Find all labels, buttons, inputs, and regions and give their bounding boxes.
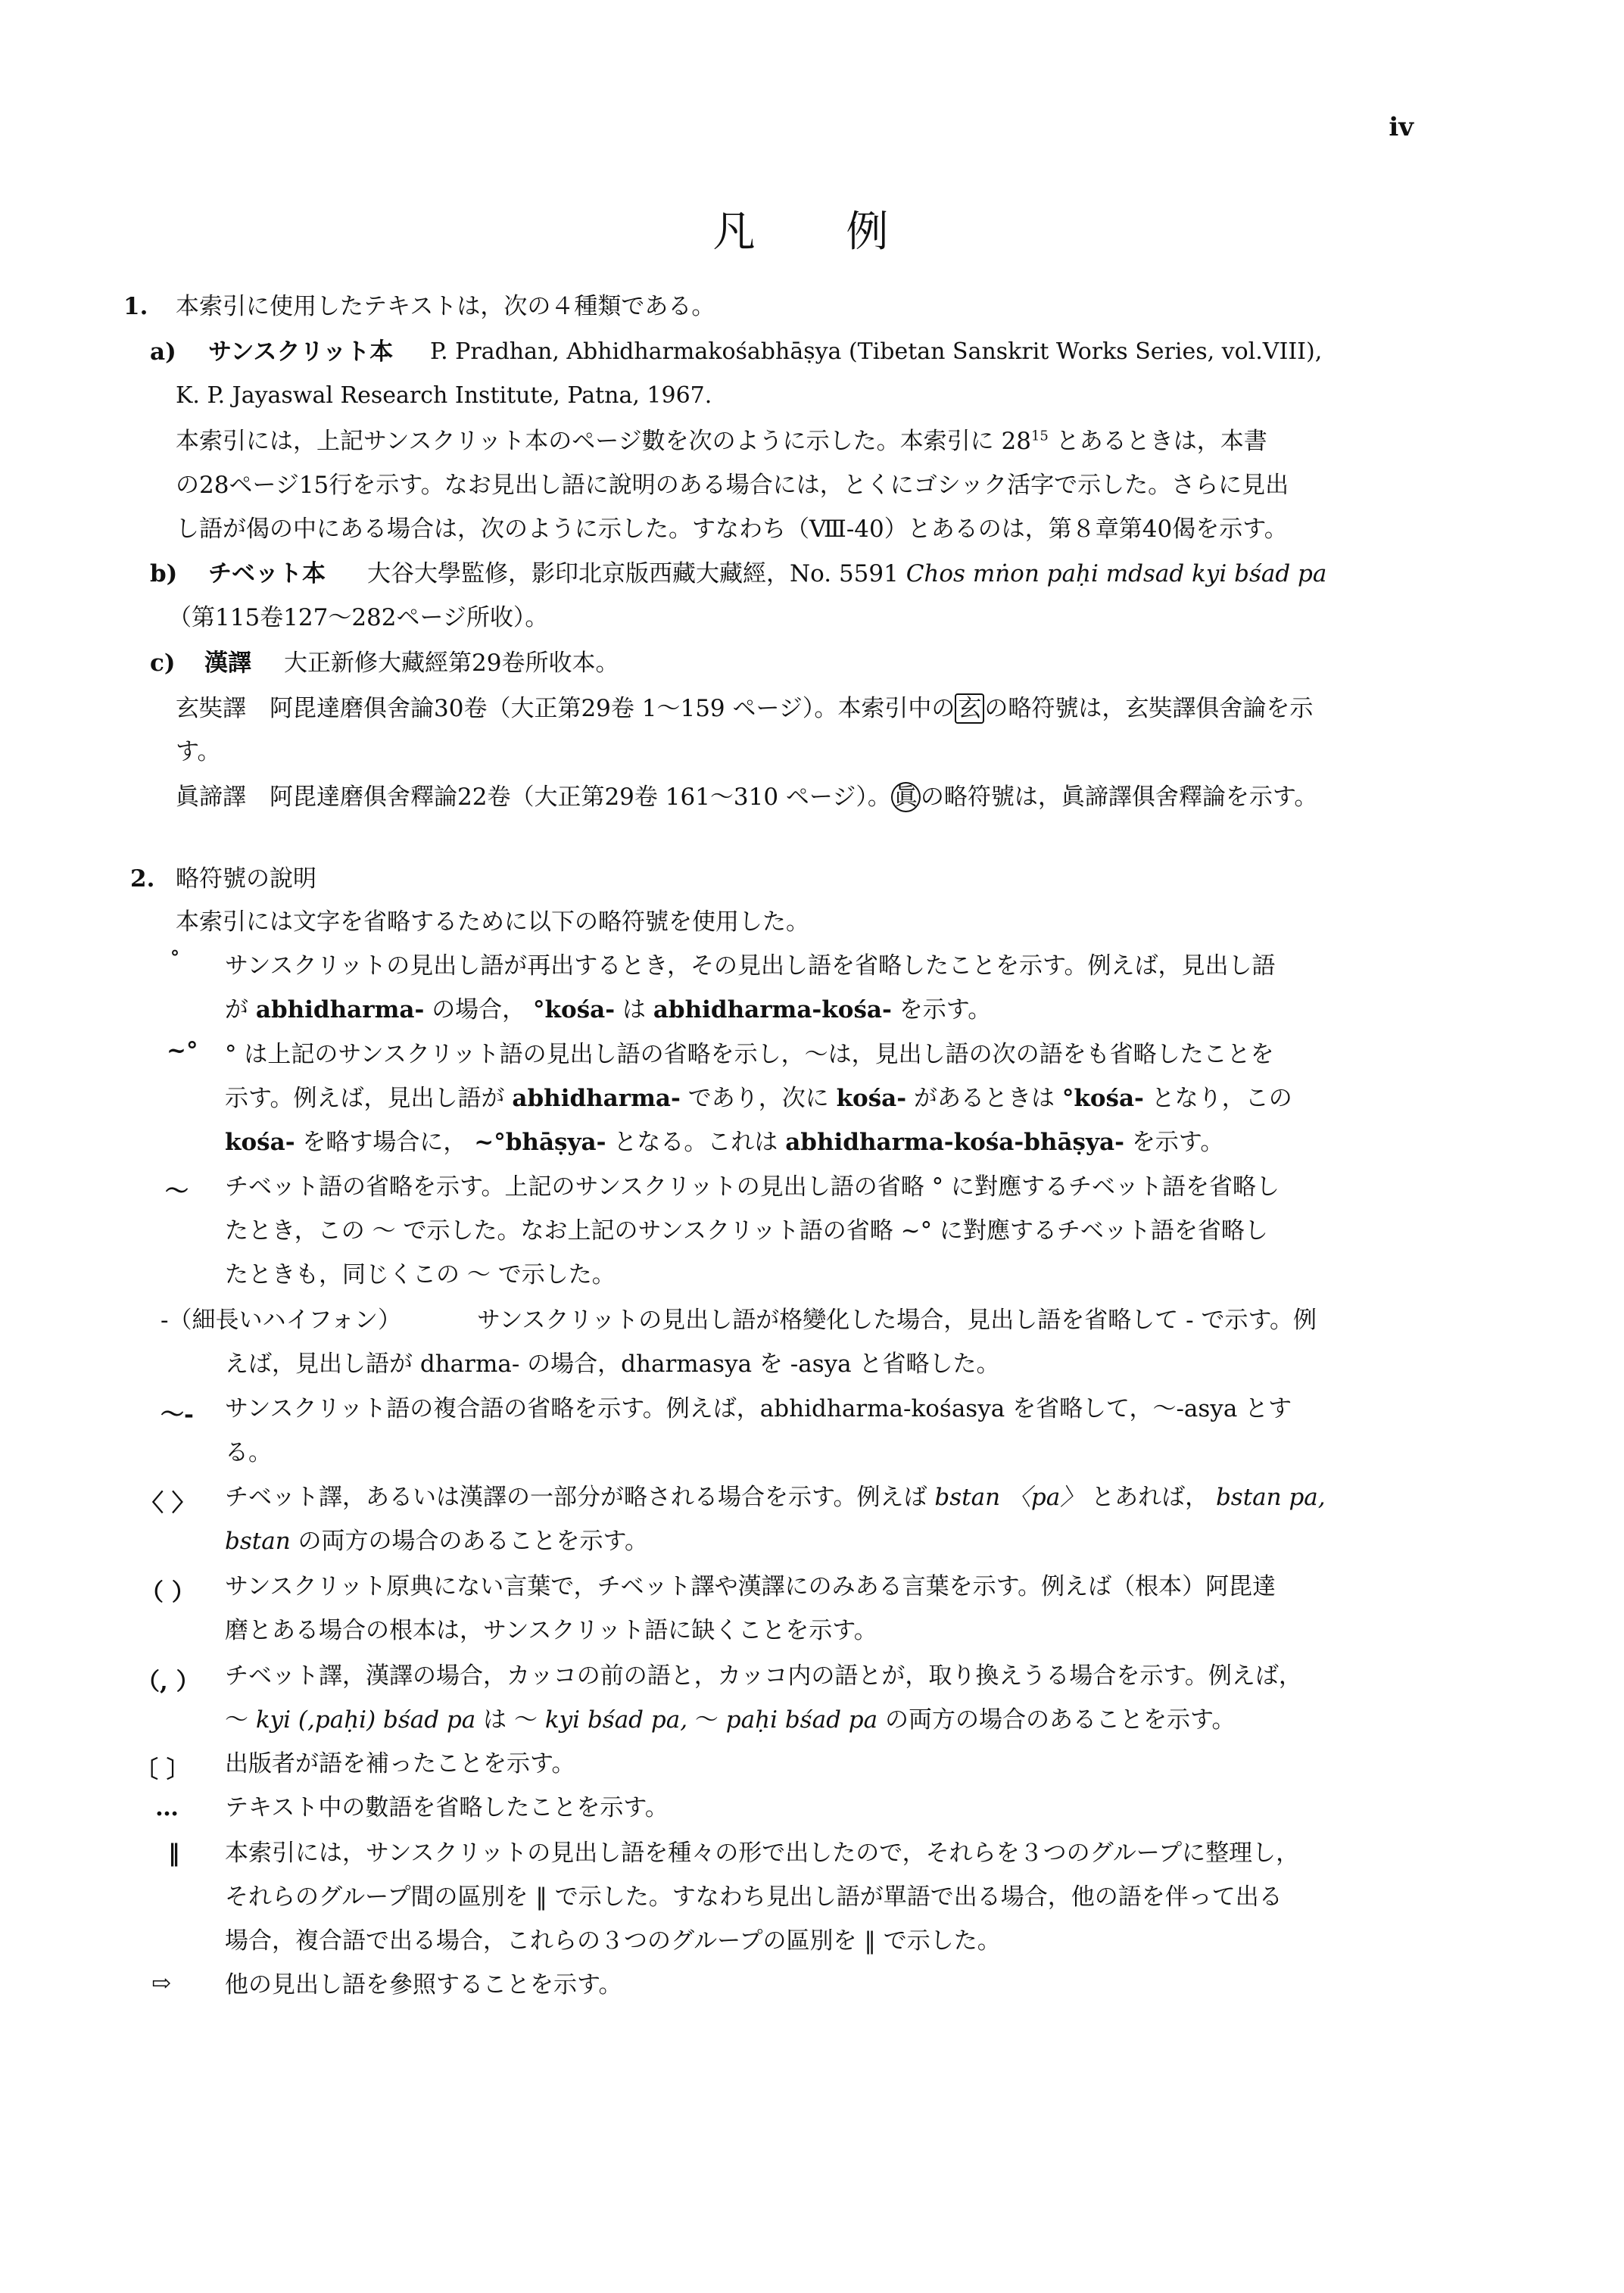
symbol-parentheses: （ ） bbox=[140, 1579, 195, 1606]
tilde-degree-line2 bbox=[225, 1085, 1292, 1113]
paren-line2: 磨とある場合の根本は，サンスクリット語に缺くことを示す。 bbox=[225, 1617, 877, 1644]
comma-paren-line1: チベット譯，漢譯の場合，カッコの前の語と，カッコ内の語とが，取り換えうる場合を示す。例えば， bbox=[225, 1662, 1302, 1690]
section-2-number: 2. bbox=[130, 865, 155, 893]
tilde-line1: チベット語の省略を示す。上記のサンスクリットの見出し語の省略 ° に對應するチベット語を省略し bbox=[225, 1173, 1280, 1201]
item-a-desc1-tail: とあるときは，本書 bbox=[1055, 428, 1267, 455]
item-c-xuanzang-line1 bbox=[176, 695, 1313, 723]
tilde-degree-line1: ° は上記のサンスクリット語の見出し語の省略を示し，～は，見出し語の次の語をも省略したことを bbox=[225, 1041, 1274, 1068]
square-bracket-line1: 出版者が語を補ったことを示す。 bbox=[225, 1750, 575, 1777]
item-a-desc1-text: 本索引には，上記サンスクリット本のページ數を次のように示した。本索引に bbox=[176, 428, 994, 455]
item-b-label: b) bbox=[150, 560, 178, 587]
degree-l2d: °kośa- bbox=[533, 996, 616, 1023]
tdeg-l3f: を示す。 bbox=[1131, 1129, 1224, 1156]
angle-l2b: の両方の場合のあることを示す。 bbox=[298, 1528, 649, 1555]
degree-l2a: が bbox=[225, 996, 248, 1023]
cp-l2f: paḥi bśad pa bbox=[725, 1706, 878, 1734]
angle-l1b: bstan 〈pa〉 bbox=[934, 1484, 1084, 1511]
tdeg-l3e: abhidharma-kośa-bhāṣya- bbox=[785, 1129, 1124, 1156]
item-a-desc2: の28ページ15行を示す。なお見出し語に說明のある場合には，とくにゴシック活字で示した。さらに見出 bbox=[176, 472, 1289, 499]
item-c-label: c) bbox=[150, 650, 176, 677]
xuanzang-mark: 玄 bbox=[955, 693, 984, 724]
symbol-tilde: ～ bbox=[165, 1178, 189, 1205]
symbol-comma-parentheses: （, ） bbox=[136, 1668, 200, 1696]
xuanzang-text: 玄奘譯 阿毘達磨俱舍論30卷（大正第29卷 1～159 ページ）。本索引中の bbox=[176, 695, 955, 722]
section-1-heading: 本索引に使用したテキストは，次の４種類である。 bbox=[176, 293, 715, 320]
item-a-line1: P. Pradhan, Abhidharmakośabhāṣya (Tibetan Sanskrit Works Series, vol.VIII), bbox=[430, 338, 1323, 365]
tilde-line2: たとき，この ～ で示した。なお上記のサンスクリット語の省略 ~° に對應するチベット語を省略し bbox=[225, 1217, 1268, 1245]
double-bar-line3: 場合，複合語で出る場合，これらの３つのグループの區別を ‖ で示した。 bbox=[225, 1927, 1001, 1955]
item-b-name: チベット本 bbox=[208, 560, 326, 587]
item-c-xuanzang-line2: す。 bbox=[176, 738, 221, 765]
tilde-line3: たときも，同じくこの ～ で示した。 bbox=[225, 1261, 616, 1288]
symbol-arrow: ⇨ bbox=[151, 1970, 171, 1997]
symbol-tilde-hyphen: ～- bbox=[161, 1401, 194, 1428]
item-c-zhendi-line bbox=[176, 784, 1317, 812]
arrow-line1: 他の見出し語を參照することを示す。 bbox=[225, 1971, 622, 1999]
tilde-degree-line3 bbox=[225, 1129, 1223, 1157]
tdeg-l2g: となり，この bbox=[1151, 1085, 1292, 1112]
comma-paren-line2 bbox=[225, 1706, 1236, 1734]
cp-l2d: kyi bśad pa, bbox=[544, 1706, 688, 1734]
tdeg-l2b: abhidharma- bbox=[512, 1085, 681, 1112]
item-a-desc1 bbox=[176, 428, 1267, 456]
item-a-desc1-num: 28 bbox=[1001, 428, 1031, 455]
item-a-desc1-sup: 15 bbox=[1030, 428, 1049, 444]
tdeg-l3b: を略す場合に， bbox=[302, 1129, 467, 1156]
ellipsis-line1: テキスト中の數語を省略したことを示す。 bbox=[225, 1794, 669, 1821]
zhendi-mark: 眞 bbox=[891, 782, 921, 812]
item-a-name: サンスクリット本 bbox=[208, 338, 394, 366]
tilde-hyphen-line2: る。 bbox=[225, 1439, 272, 1466]
item-c-name: 漢譯 bbox=[204, 650, 251, 677]
tdeg-l3d: となる。これは bbox=[613, 1129, 778, 1156]
hyphen-line1: サンスクリットの見出し語が格變化した場合，見出し語を省略して - で示す。例 bbox=[477, 1307, 1317, 1334]
degree-l2e: は bbox=[622, 996, 646, 1023]
degree-desc-line2 bbox=[225, 996, 991, 1024]
item-a-label: a) bbox=[150, 338, 176, 366]
symbol-ellipsis: … bbox=[155, 1794, 179, 1821]
angle-l2a: bstan bbox=[225, 1528, 291, 1555]
symbol-hyphen: -（細長いハイフォン） bbox=[161, 1307, 401, 1334]
cp-l2e: ～ bbox=[694, 1706, 718, 1734]
tdeg-l2f: °kośa- bbox=[1061, 1085, 1144, 1112]
angle-l1c: とあれば， bbox=[1091, 1484, 1209, 1511]
page-title: 凡例 bbox=[712, 207, 980, 257]
symbol-tilde-degree: ~° bbox=[167, 1037, 198, 1064]
double-bar-line1: 本索引には，サンスクリットの見出し語を種々の形で出したので，それらを３つのグループに整理し， bbox=[225, 1840, 1300, 1867]
degree-l2c: の場合， bbox=[432, 996, 526, 1023]
item-b-line2: （第115卷127～282ページ所收）。 bbox=[168, 604, 549, 631]
tdeg-l2e: があるときは bbox=[914, 1085, 1055, 1112]
angle-l1d: bstan pa, bbox=[1215, 1484, 1326, 1511]
symbol-square-brackets: 〔 〕 bbox=[135, 1756, 190, 1784]
symbol-degree: ° bbox=[170, 946, 179, 968]
item-b-line1-text: 大谷大學監修，影印北京版西藏大藏經，No. 5591 bbox=[367, 560, 899, 587]
zhendi-text: 眞諦譯 阿毘達磨俱舍釋論22卷（大正第29卷 161～310 ページ）。 bbox=[176, 784, 891, 811]
angle-line2 bbox=[225, 1528, 648, 1556]
degree-l2g: を示す。 bbox=[899, 996, 992, 1023]
section-1-number: 1. bbox=[123, 293, 148, 320]
xuanzang-text-tail: の略符號は，玄奘譯俱舍論を示 bbox=[984, 695, 1314, 722]
item-b-line1 bbox=[367, 560, 1326, 588]
hyphen-line2: えば，見出し語が dharma- の場合，dharmasya を -asya と省略した。 bbox=[225, 1351, 1000, 1378]
paren-line1: サンスクリット原典にない言葉で，チベット譯や漢譯にのみある言葉を示す。例えば（根本）阿毘達 bbox=[225, 1573, 1276, 1600]
page-number: iv bbox=[1389, 112, 1414, 142]
section-2-intro: 本索引には文字を省略するために以下の略符號を使用した。 bbox=[176, 908, 809, 936]
tdeg-l2c: であり，次に bbox=[687, 1085, 829, 1112]
angle-line1 bbox=[225, 1484, 1326, 1512]
item-a-line2: K. P. Jayaswal Research Institute, Patna, 1967. bbox=[176, 382, 712, 409]
cp-l2c: は ～ bbox=[483, 1706, 538, 1734]
zhendi-text-tail: の略符號は，眞諦譯俱舍釋論を示す。 bbox=[920, 784, 1318, 811]
tdeg-l3c: ~°bhāṣya- bbox=[474, 1129, 606, 1156]
item-a-desc3: し語が偈の中にある場合は，次のように示した。すなわち（Ⅷ-40）とあるのは，第８章第40偈を示す。 bbox=[176, 516, 1288, 543]
symbol-double-bar: ‖ bbox=[168, 1840, 180, 1867]
degree-l2f: abhidharma-kośa- bbox=[653, 996, 892, 1023]
degree-desc-line1: サンスクリットの見出し語が再出するとき，その見出し語を省略したことを示す。例えば，見出し語 bbox=[225, 952, 1276, 980]
degree-l2b: abhidharma- bbox=[255, 996, 425, 1023]
item-c-line1: 大正新修大藏經第29卷所收本。 bbox=[284, 650, 619, 677]
cp-l2b: kyi (,paḥi) bśad pa bbox=[255, 1706, 476, 1734]
tdeg-l3a: kośa- bbox=[225, 1129, 295, 1156]
cp-l2a: ～ bbox=[225, 1706, 248, 1734]
item-b-line1-italic: Chos mṅon paḥi mdsad kyi bśad pa bbox=[906, 560, 1327, 587]
tdeg-l2a: 示す。例えば，見出し語が bbox=[225, 1085, 505, 1112]
tdeg-l2d: kośa- bbox=[836, 1085, 907, 1112]
section-2-heading: 略符號の說明 bbox=[176, 865, 316, 893]
double-bar-line2: それらのグループ間の區別を ‖ で示した。すなわち見出し語が單語で出る場合，他の語を伴って出る bbox=[225, 1883, 1283, 1911]
tilde-hyphen-line1: サンスクリット語の複合語の省略を示す。例えば，abhidharma-kośasya を省略して，～-asya とす bbox=[225, 1395, 1292, 1422]
cp-l2g: の両方の場合のあることを示す。 bbox=[884, 1706, 1236, 1734]
angle-l1a: チベット譯，あるいは漢譯の一部分が略される場合を示す。例えば bbox=[225, 1484, 927, 1511]
symbol-angle-brackets: 〈 〉 bbox=[140, 1490, 195, 1517]
